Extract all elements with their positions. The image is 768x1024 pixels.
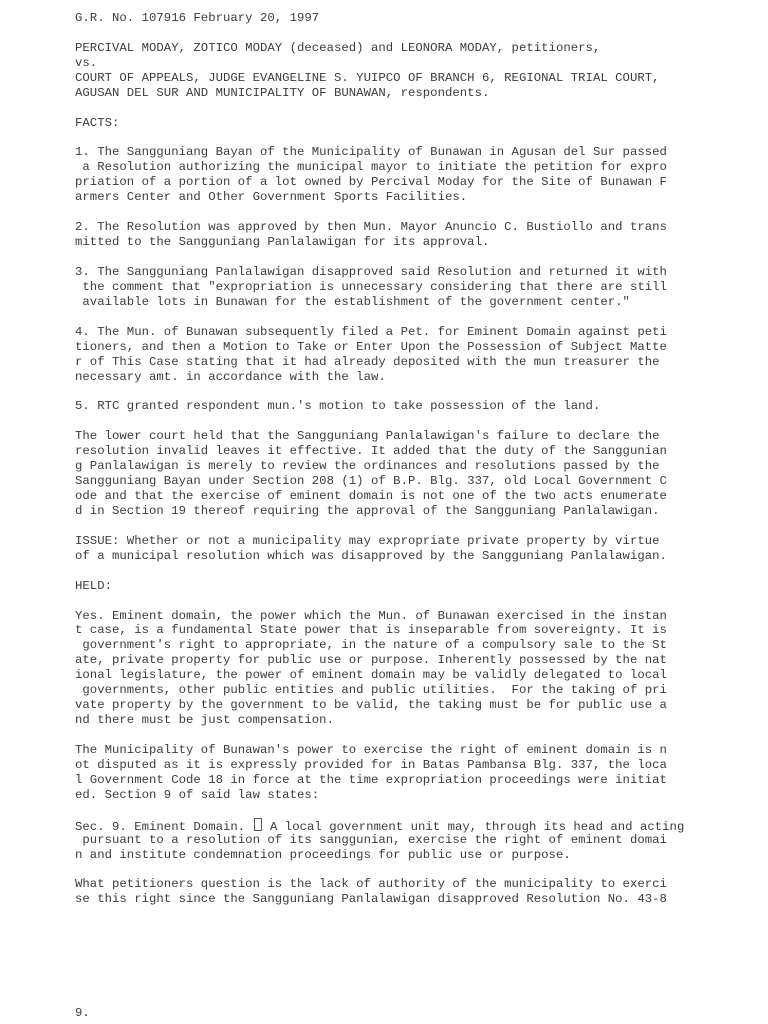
held-line: nd there must be just compensation. xyxy=(75,713,334,728)
fact-paragraph-1 xyxy=(75,145,745,205)
held-line: government's right to appropriate, in the nature of a compulsory sale to the St xyxy=(75,638,667,653)
section-9-text: A local government unit may, through its head and acting xyxy=(262,819,685,834)
lower-court-line: Sangguniang Bayan under Section 208 (1) of B.P. Blg. 337, old Local Government C xyxy=(75,474,667,489)
held-line: l Government Code 18 in force at the time expropriation proceedings were initiat xyxy=(75,772,667,787)
fact-4-line: r of This Case stating that it had already deposited with the mun treasurer the xyxy=(75,354,660,369)
section-9-quote xyxy=(75,818,745,863)
held-line: ate, private property for public use or purpose. Inherently possessed by the nat xyxy=(75,653,667,668)
missing-glyph-icon xyxy=(254,818,262,831)
fact-paragraph-4 xyxy=(75,325,745,385)
closing-line: se this right since the Sangguniang Panlalawigan disapproved Resolution No. 43-8 xyxy=(75,892,667,907)
fact-2-line: mitted to the Sangguniang Panlalawigan for its approval. xyxy=(75,235,490,250)
fact-4-line: 4. The Mun. of Bunawan subsequently filed a Pet. for Eminent Domain against peti xyxy=(75,324,667,339)
closing-line: What petitioners question is the lack of authority of the municipality to exerci xyxy=(75,877,667,892)
fact-paragraph-5 xyxy=(75,399,745,414)
lower-court-line: resolution invalid leaves it effective. It added that the duty of the Sanggunian xyxy=(75,444,667,459)
lower-court-paragraph xyxy=(75,429,745,519)
fact-5-line: 5. RTC granted respondent mun.'s motion to take possession of the land. xyxy=(75,399,601,414)
held-line: governments, other public entities and public utilities. For the taking of pri xyxy=(75,683,667,698)
case-digest-text xyxy=(75,11,745,907)
fact-3-line: available lots in Bunawan for the establishment of the government center." xyxy=(75,294,630,309)
fact-1-line: a Resolution authorizing the municipal mayor to initiate the petition for expro xyxy=(75,160,667,175)
section-9-first-line xyxy=(75,818,745,833)
section-9-line: n and institute condemnation proceedings for public use or purpose. xyxy=(75,847,571,862)
held-line: ed. Section 9 of said law states: xyxy=(75,787,320,802)
fact-2-line: 2. The Resolution was approved by then Mun. Mayor Anuncio C. Bustiollo and trans xyxy=(75,220,667,235)
held-line: ional legislature, the power of eminent domain may be validly delegated to local xyxy=(75,668,667,683)
held-line: t case, is a fundamental State power that is inseparable from sovereignty. It is xyxy=(75,623,667,638)
issue-paragraph xyxy=(75,534,745,564)
respondents-line-1: COURT OF APPEALS, JUDGE EVANGELINE S. YUIPCO OF BRANCH 6, REGIONAL TRIAL COURT, xyxy=(75,70,660,85)
respondents-line-2: AGUSAN DEL SUR AND MUNICIPALITY OF BUNAWAN, respondents. xyxy=(75,85,490,100)
held-paragraph-1 xyxy=(75,609,745,729)
fact-1-line: 1. The Sangguniang Bayan of the Municipality of Bunawan in Agusan del Sur passed xyxy=(75,145,667,160)
petitioners-line: PERCIVAL MODAY, ZOTICO MODAY (deceased) and LEONORA MODAY, petitioners, xyxy=(75,40,601,55)
held-line: vate property by the government to be valid, the taking must be for public use a xyxy=(75,698,667,713)
fact-3-line: 3. The Sangguniang Panlalawigan disapproved said Resolution and returned it with xyxy=(75,264,667,279)
section-9-line: pursuant to a resolution of its sanggunian, exercise the right of eminent domai xyxy=(75,832,667,847)
issue-line: ISSUE: Whether or not a municipality may expropriate private property by virtue xyxy=(75,533,660,548)
fact-1-line: armers Center and Other Government Sports Facilities. xyxy=(75,190,468,205)
held-line: ot disputed as it is expressly provided for in Batas Pambansa Blg. 337, the loca xyxy=(75,757,667,772)
held-line: The Municipality of Bunawan's power to exercise the right of eminent domain is n xyxy=(75,742,667,757)
case-number: G.R. No. 107916 February 20, 1997 xyxy=(75,11,320,25)
closing-paragraph xyxy=(75,877,745,907)
held-heading: HELD: xyxy=(75,578,112,593)
held-line: Yes. Eminent domain, the power which the Mun. of Bunawan exercised in the instan xyxy=(75,608,667,623)
lower-court-line: The lower court held that the Sangguniang Panlalawigan's failure to declare the xyxy=(75,429,660,444)
lower-court-line: d in Section 19 thereof requiring the approval of the Sangguniang Panlalawigan. xyxy=(75,503,660,518)
page-number: 9. xyxy=(75,1006,90,1020)
fact-paragraph-3 xyxy=(75,265,745,310)
lower-court-line: g Panlalawigan is merely to review the ordinances and resolutions passed by the xyxy=(75,459,660,474)
held-paragraph-2 xyxy=(75,743,745,803)
versus-line: vs. xyxy=(75,55,98,70)
fact-4-line: necessary amt. in accordance with the law. xyxy=(75,369,386,384)
fact-paragraph-2 xyxy=(75,220,745,250)
section-9-lead: Sec. 9. Eminent Domain. xyxy=(75,819,253,834)
lower-court-line: ode and that the exercise of eminent domain is not one of the two acts enumerate xyxy=(75,489,667,503)
fact-4-line: tioners, and then a Motion to Take or Enter Upon the Possession of Subject Matte xyxy=(75,339,667,354)
case-parties xyxy=(75,41,745,101)
facts-heading: FACTS: xyxy=(75,115,120,130)
fact-3-line: the comment that "expropriation is unnecessary considering that there are still xyxy=(75,279,667,294)
issue-line: of a municipal resolution which was disapproved by the Sangguniang Panlalawigan. xyxy=(75,548,667,563)
fact-1-line: priation of a portion of a lot owned by Percival Moday for the Site of Bunawan F xyxy=(75,175,667,190)
